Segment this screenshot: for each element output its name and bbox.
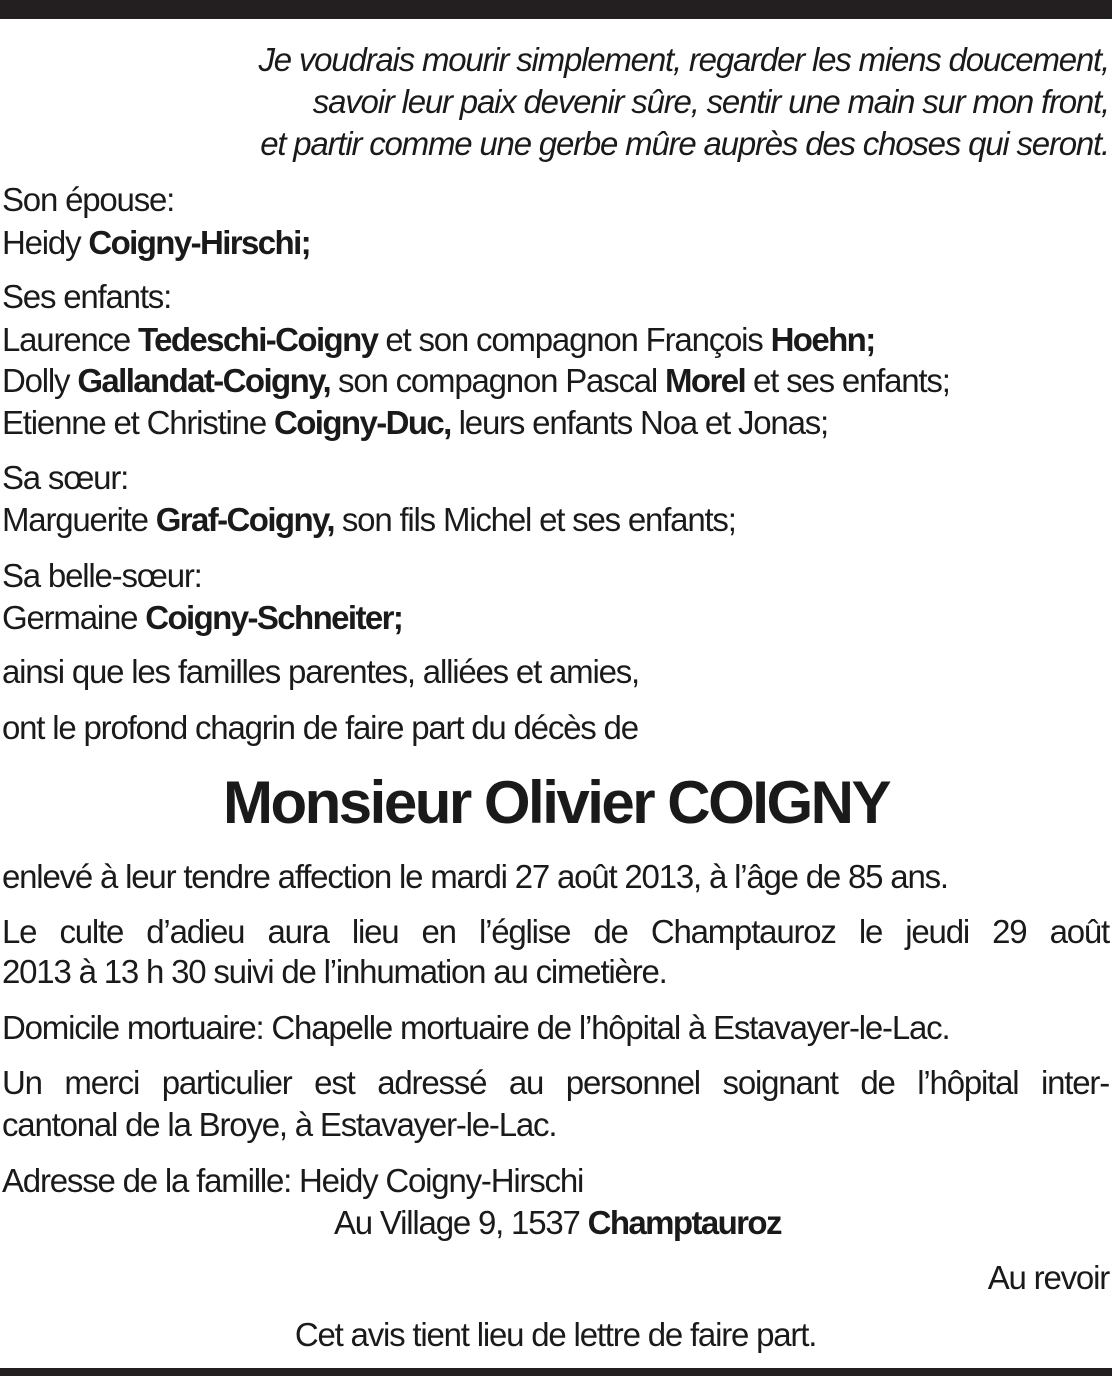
farewell: Au revoir [987,1259,1109,1296]
text-segment: Dolly [2,362,78,399]
text-segment: Germaine [2,599,146,636]
bold-name: Tedeschi-Coigny [137,321,378,358]
poem-line: et partir comme une gerbe mûre auprès des choses qui seront. [260,125,1109,162]
notice: Cet avis tient lieu de lettre de faire part. [294,1316,817,1353]
bold-name: Hoehn; [770,321,875,358]
thanks-line: cantonal de la Broye, à Estavayer-le-Lac. [2,1106,557,1143]
text-segment: Laurence [2,321,138,358]
child-line [2,402,1109,444]
text-segment: Etienne et Christine [2,404,274,441]
text-segment: son fils Michel et ses enfants; [333,501,736,538]
thanks-line: Un merci particulier est adressé au personnel soignant de l’hôpital inter- [2,1064,1109,1101]
bottom-rule [0,1368,1112,1376]
spouse-line [2,222,1109,264]
bold-name: Morel [665,362,746,399]
text-segment: et ses enfants; [745,362,950,399]
poem-line: Je voudrais mourir simplement, regarder les miens doucement, [258,41,1109,78]
announce-line: ont le profond chagrin de faire part du décès de [2,709,638,746]
bold-name: Graf-Coigny, [155,501,334,538]
deceased-name: Monsieur Olivier COIGNY [223,769,889,836]
sister-in-law-line [2,597,1109,639]
poem-line: savoir leur paix devenir sûre, sentir une main sur mon front, [312,83,1109,120]
address-label: Adresse de la famille: Heidy Coigny-Hirschi [2,1162,584,1199]
taken-line: enlevé à leur tendre affection le mardi 27 août 2013, à l’âge de 85 ans. [2,858,948,895]
bold-name: Champtauroz [587,1204,781,1241]
ceremony-line: Le culte d’adieu aura lieu en l’église de Champtauroz le jeudi 29 août [2,913,1109,950]
sister-label: Sa sœur: [2,459,129,496]
text-segment: son compagnon Pascal [330,362,666,399]
text-segment: Heidy [2,224,89,261]
text-segment: et son compagnon François [377,321,771,358]
text-segment: Au Village 9, 1537 [334,1204,588,1241]
text-segment: Marguerite [2,501,156,538]
ceremony-line: 2013 à 13 h 30 suivi de l’inhumation au cimetière. [2,953,667,990]
top-rule [0,0,1112,19]
text-segment: leurs enfants Noa et Jonas; [450,404,829,441]
children-label: Ses enfants: [2,278,172,315]
bold-name: Coigny-Hirschi; [88,224,311,261]
sister-line [2,499,1109,541]
spouse-label: Son épouse: [2,181,175,218]
bold-name: Coigny-Duc, [273,404,451,441]
child-line [2,360,1109,402]
child-line [2,319,1109,361]
domicile-line: Domicile mortuaire: Chapelle mortuaire de l’hôpital à Estavayer-le-Lac. [2,1009,950,1046]
bold-name: Coigny-Schneiter; [145,599,403,636]
sister-in-law-label: Sa belle-sœur: [2,557,202,594]
address-street [334,1202,1109,1244]
families-line: ainsi que les familles parentes, alliées et amies, [2,653,640,690]
bold-name: Gallandat-Coigny, [77,362,331,399]
